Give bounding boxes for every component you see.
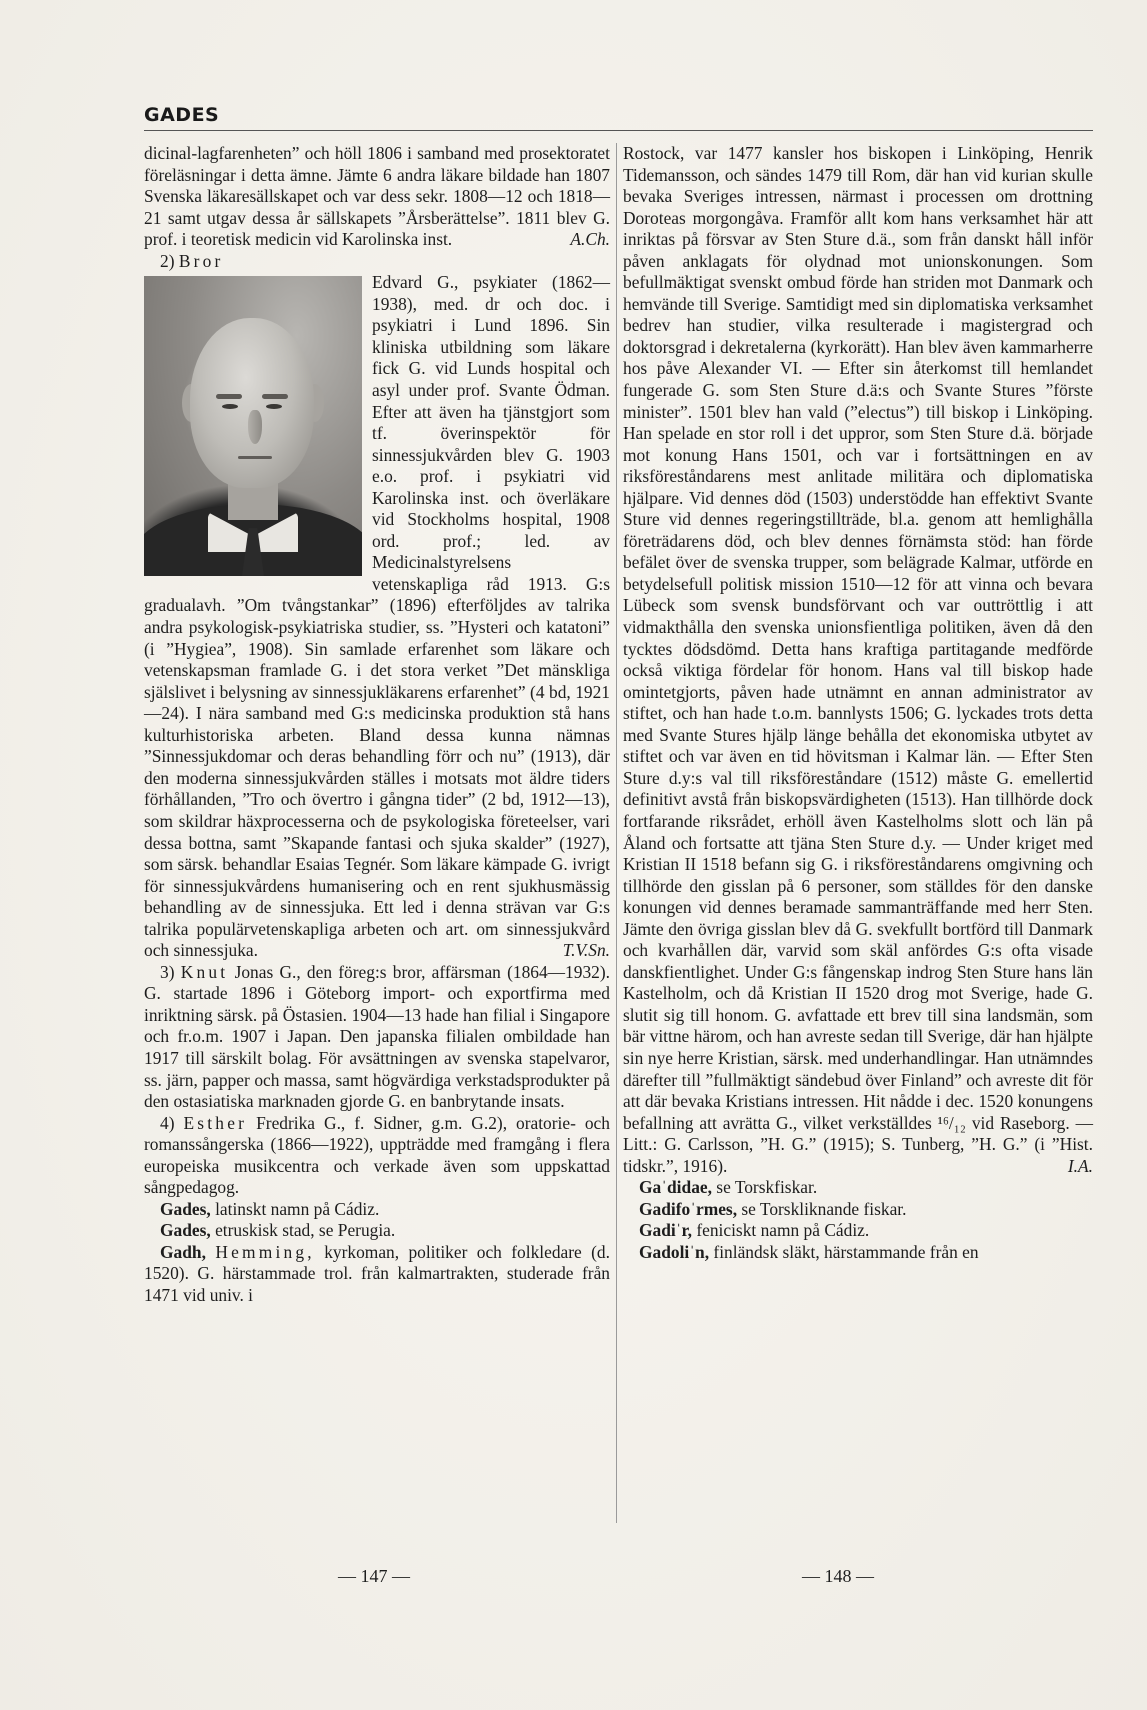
entry-name: Bror (178, 250, 224, 271)
entry-text: finländsk släkt, härstammande från en (709, 1241, 979, 1262)
page-number-left: — 147 — (338, 1566, 410, 1586)
entry-headword: Gadifoˈrmes, (639, 1198, 738, 1219)
entry-gadh-hemming (144, 1242, 610, 1307)
paragraph-text: Edvard G., psykiater (1862—1938), med. dr och doc. i psykiatri i Lund 1896. Sin kliniska utbildning som läkare fick G. vid Lunds hospital och asyl under prof. Svante Ödman. Efter att även ha tjänstgjort som tf. överinspektör för sinnessjukvården blev G. 1903 e.o. prof. i psykiatri vid Karolinska inst. och överläkare vid Stockholms hospital, 1908 ord. prof.; led. av Medicinalstyrelsens vetenskapliga råd 1913. G:s gradualavh. ”Om tvångstankar” (1896) efterföljdes av talrika andra psykologisk-psykiatriska studier, ss. ”Hysteri och katatoni” (i ”Hygiea”, 1908). Sin samlade erfarenhet som läkare och vetenskapsman framlade G. i det stora verket ”Det mänskliga själslivet i belysning av sinnessjukläkarens erfarenhet” (4 bd, 1921—24). I nära samband med G:s medicinska produktion stå hans kulturhistoriska arbeten. Bland dessa kunna nämnas ”Sinnessjukdomar och deras behandling förr och nu” (1913), där den moderna sinnessjukvården ställes i motsats mot äldre tiders förhållanden, ”Tro och övertro i gångna tider” (2 bd, 1912—13), som skildrar häxprocesserna och de psykologiska företeelser, vari dessa bottna, samt ”Skapande fantasi och sjuka skalder” (1927), som särsk. behandlar Esaias Tegnér. Som läkare kämpade G. ivrigt för sinnessjukvårdens humanisering och en rent sjukhusmässig behandling av de sinnessjuka. Ett led i denna strävan var G:s talrika populärvetenskapliga arbeten och art. om sinnessjukvård och sinnessjuka. (144, 272, 610, 961)
author-signature: I.A. (1067, 1155, 1093, 1176)
entry-headword: Gades, (160, 1198, 211, 1219)
entry-number: 2) (160, 250, 175, 271)
entry-number: 4) (160, 1112, 175, 1133)
author-signature: T.V.Sn. (562, 940, 610, 961)
entry-gadolin (623, 1242, 1093, 1264)
entry-text: se Torskfiskar. (711, 1177, 818, 1198)
entry-headword: Gadh, (160, 1241, 206, 1262)
paragraph-text: Jonas G., den föreg:s bror, affärsman (1864—1932). G. startade 1896 i Göteborg import- och exportfirma med inriktning särsk. på Östasien. 1904—13 hade han filial i Singapore och fr.o.m. 1907 i Japan. Den japanska filialen ombildade han 1917 till särskilt bolag. För avsättningen av svenska stapelvaror, ss. järn, papper och massa, samt högvärdiga verkstadsprodukter på den ostasiatiska marknaden gjorde G. en banbrytande insats. (144, 961, 610, 1112)
page-number-right: — 148 — (802, 1566, 874, 1586)
portrait-brow (216, 394, 242, 399)
entry-headword: Gadoliˈn, (639, 1241, 710, 1262)
entry-gadidae (623, 1177, 1093, 1199)
entry-gadiformes (623, 1199, 1093, 1221)
portrait-photo (144, 276, 362, 576)
running-head: GADES (144, 104, 220, 126)
entry-text: feniciskt namn på Cádiz. (692, 1220, 870, 1241)
entry-headword: Gadiˈr, (639, 1220, 692, 1241)
entry-knut-jonas (144, 962, 610, 1113)
entry-text: se Torskliknande fiskar. (737, 1198, 907, 1219)
entry-text: latinskt namn på Cádiz. (210, 1198, 380, 1219)
entry-gadir (623, 1220, 1093, 1242)
entry-headword: Gades, (160, 1220, 211, 1241)
entry-name: Esther (183, 1112, 248, 1133)
entry-name: Hemming, (215, 1241, 315, 1262)
portrait-head (190, 318, 314, 488)
entry-gades-latin (144, 1199, 610, 1221)
header-rule (144, 130, 1093, 131)
paragraph (623, 143, 1093, 1177)
entry-headword: Gaˈdidae, (639, 1177, 712, 1198)
author-signature: A.Ch. (570, 229, 610, 250)
entry-bror-edvard (144, 251, 610, 273)
left-column (144, 143, 610, 1307)
paragraph-text: Fredrika G., f. Sidner, g.m. G.2), oratorie- och romanssångerska (1866—1922), uppträdde med framgång i flera europeiska musikcentra och verkade även som uppskattad sångpedagog. (144, 1112, 610, 1198)
entry-number: 3) (160, 961, 175, 982)
column-divider (616, 143, 617, 1523)
paragraph-text: dicinal-lagfarenheten” och höll 1806 i samband med prosektoratet föreläsningar i detta ämne. Jämte 6 andra läkare bildade han 1807 Svenska läkaresällskapet och var dess sekr. 1808—12 och 1818—21 samt utgav dessa år sällskapets ”Årsberättelse”. 1811 blev G. prof. i teoretisk medicin vid Karolinska inst. (144, 143, 610, 250)
entry-text: etruskisk stad, se Perugia. (210, 1220, 396, 1241)
portrait-brow (262, 394, 288, 399)
entry-text: kyrkoman, politiker och folkledare (d. 1520). G. härstammade trol. från kalmartrakten, studerade från 1471 vid univ. i (144, 1241, 610, 1305)
paragraph (144, 143, 610, 251)
entry-esther-fredrika (144, 1113, 610, 1199)
portrait-mouth (238, 456, 272, 459)
entry-gades-etruscan (144, 1220, 610, 1242)
paragraph-text: Rostock, var 1477 kansler hos biskopen i Linköping, Henrik Tidemansson, och sändes 1479 till Rom, där han vid kurian skulle bevaka Sveriges intressen, närmast i processen om drottning Doroteas morgongåva. Framför allt kom hans verksamhet här att inriktas på försvar av Sten Sture d.ä., som från danskt håll inför påven anklagats för olydnad mot unionskonungen. Som befullmäktigat svenskt ombud förde han striden mot Danmark och hemvände till Sverige. Samtidigt med sin diplomatiska verksamhet bedrev han studier, vilka resulterade i magistergrad och doktorsgrad i dekretalerna (kyrkorätt). Han blev även kammarherre hos påve Alexander VI. — Efter sin återkomst till hemlandet fungerade G. som Sten Sture d.ä:s och Svante Stures ”förste minister”. 1501 blev han vald (”electus”) till biskop i Linköping. Han spelade en stor roll i det uppror, som Sten Sture d.ä. började mot konung Hans 1501, och var i fortsättningen en av riksföreståndarens mest anlitade militära och diplomatiska hjälpare. Vid dennes död (1503) understödde han effektivt Svante Sture vid dennes regeringstillträde, bl.a. genom att hemlighålla företrädarens död, och blev dennes förnämsta stöd: han förde befälet över de svenska trupper, som belägrade Kalmar, utförde en betydelsefull politisk mission 1510—12 för att vinna och bevara Lübeck som svensk bundsförvant och var outtröttlig i att vidmakthålla den svenska unionsfientliga politiken, även då den tycktes dödsdömd. Detta hans kraftiga partitagande medförde också viktiga fördelar för honom. Hans val till biskop hade omintetgjorts, påven hade utnämnt en annan administrator av stiftet, och han hade t.o.m. bannlysts 1506; G. lyckades trots detta med Svante Stures hjälp länge behålla det ekonomiska utbytet av stiftet och var även en tid hövitsman i Kalmar län. — Efter Sten Sture d.y:s val till riksföreståndare (1512) måste G. emellertid definitivt avstå från biskopsvärdigheten (1513). Han tillhörde dock fortfarande riksrådet, erhöll även Kastelholms slott och län på Åland och fortsatte att tjäna Sten Sture d.y. — Under kriget med Kristian II 1518 befann sig G. i riksföreståndarens omgivning och tillhörde den gisslan på 6 personer, som ställdes för den danske konungen vid dennes beramade sammanträffande med herr Sten. Jämte den övriga gisslan blev då G. svekfullt bortförd till Danmark och kvarhållen där, varvid som skäl anfördes G:s ofta visade danskfientlighet. Under G:s fångenskap indrog Sten Sture hans län Kastelholm, och då Kristian II 1520 drog mot Sverige, hade G. slutit sig till honom. G. avfattade ett brev till sina landsmän, som bär vittne härom, och han avreste sedan till Sverige, där han hjälpte sin nye herre Kristian, särsk. med underhandlingar. Han utnämndes därefter till ”fullmäktigt sändebud över Finland” och avreste dit för att där bevaka Kristians intressen. Hit nådde i dec. 1520 konungens befallning att avrätta G., vilket verkställdes ¹⁶/₁₂ vid Raseborg. — Litt.: G. Carlsson, ”H. G.” (1915); S. Tunberg, ”H. G.” (i ”Hist. tidskr.”, 1916). (623, 143, 1093, 1176)
entry-name: Knut (180, 961, 229, 982)
right-column (623, 143, 1093, 1263)
